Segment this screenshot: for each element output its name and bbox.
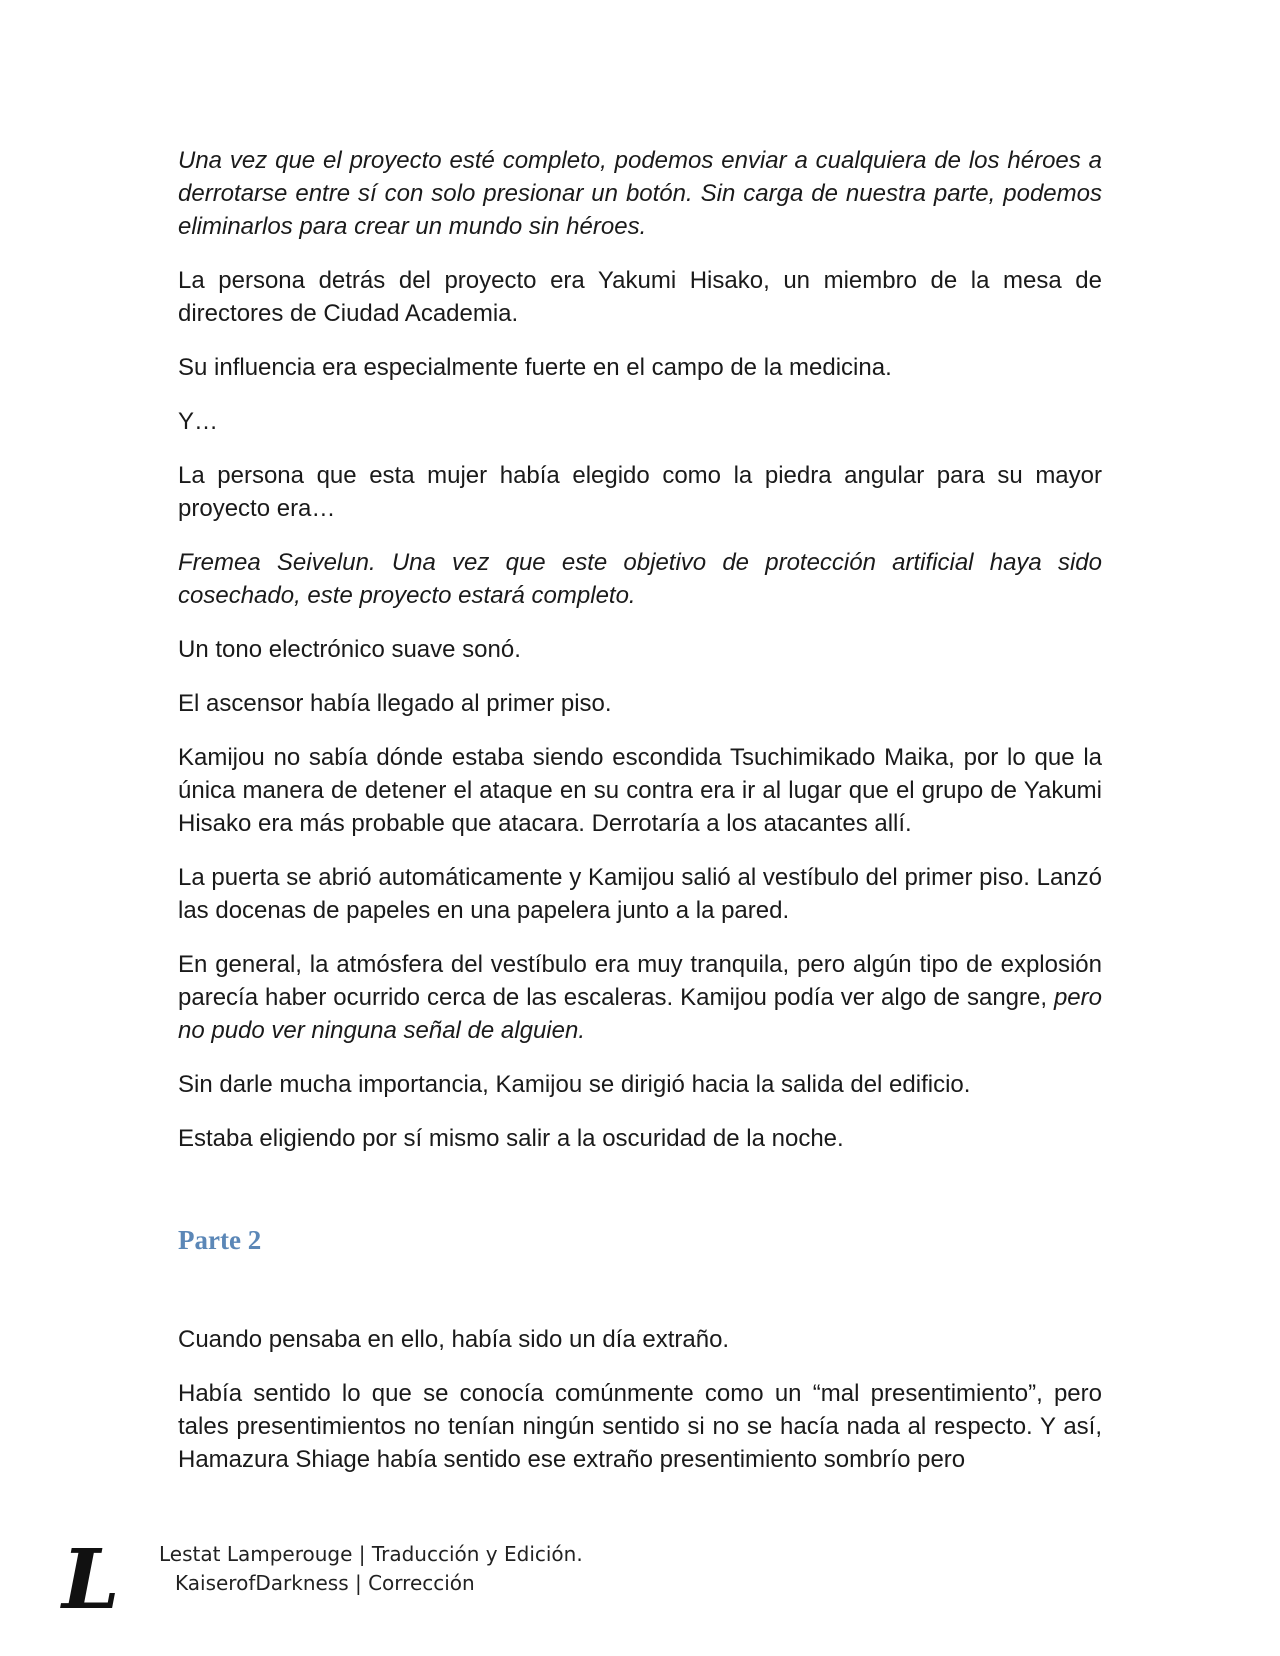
section-heading: Parte 2 xyxy=(178,1225,262,1255)
paragraph: La puerta se abrió automáticamente y Kamijou salió al vestíbulo del primer piso. Lanzó las docenas de papeles en una papelera junto a la pared. xyxy=(178,864,1102,924)
paragraph: Sin darle mucha importancia, Kamijou se dirigió hacia la salida del edificio. xyxy=(178,1071,971,1098)
paragraph: Estaba eligiendo por sí mismo salir a la oscuridad de la noche. xyxy=(178,1125,844,1152)
paragraph-italic-quote: Fremea Seivelun. Una vez que este objetivo de protección artificial haya sido cosechado, este proyecto estará completo. xyxy=(178,549,1102,609)
paragraph: Kamijou no sabía dónde estaba siendo escondida Tsuchimikado Maika, por lo que la única manera de detener el ataque en su contra era ir al lugar que el grupo de Yakumi Hisako era más probable que atacara. Derrotaría a los atacantes allí. xyxy=(178,744,1102,837)
credit-correction: KaiserofDarkness | Corrección xyxy=(175,1571,475,1595)
paragraph: Y… xyxy=(178,408,219,435)
paragraph-mixed xyxy=(178,948,1102,1047)
paragraph-normal-text: En general, la atmósfera del vestíbulo era muy tranquila, pero algún tipo de explosión parecía haber ocurrido cerca de las escaleras. Kamijou podía ver algo de sangre, xyxy=(178,951,1102,1011)
paragraph: El ascensor había llegado al primer piso. xyxy=(178,690,612,717)
paragraph: La persona detrás del proyecto era Yakumi Hisako, un miembro de la mesa de directores de Ciudad Academia. xyxy=(178,267,1102,327)
paragraph: Un tono electrónico suave sonó. xyxy=(178,636,521,663)
paragraph: Su influencia era especialmente fuerte en el campo de la medicina. xyxy=(178,354,892,381)
paragraph: Había sentido lo que se conocía comúnmente como un “mal presentimiento”, pero tales presentimientos no tenían ningún sentido si no se hacía nada al respecto. Y así, Hamazura Shiage había sentido ese extraño presentimiento sombrío pero xyxy=(178,1380,1102,1473)
gothic-l-logo-icon: L xyxy=(62,1532,120,1628)
paragraph: Cuando pensaba en ello, había sido un día extraño. xyxy=(178,1326,730,1353)
paragraph-italic-quote: Una vez que el proyecto esté completo, podemos enviar a cualquiera de los héroes a derrotarse entre sí con solo presionar un botón. Sin carga de nuestra parte, podemos eliminarlos para crear un mundo sin héroes. xyxy=(178,147,1102,240)
credits xyxy=(159,1540,583,1598)
paragraph-italic-text: pero no pudo ver ninguna señal de alguien. xyxy=(178,984,1102,1044)
credit-translation: Lestat Lamperouge | Traducción y Edición. xyxy=(159,1542,583,1566)
document-body xyxy=(178,144,1102,1497)
paragraph: La persona que esta mujer había elegido como la piedra angular para su mayor proyecto era… xyxy=(178,462,1102,522)
page-footer xyxy=(62,1532,762,1628)
